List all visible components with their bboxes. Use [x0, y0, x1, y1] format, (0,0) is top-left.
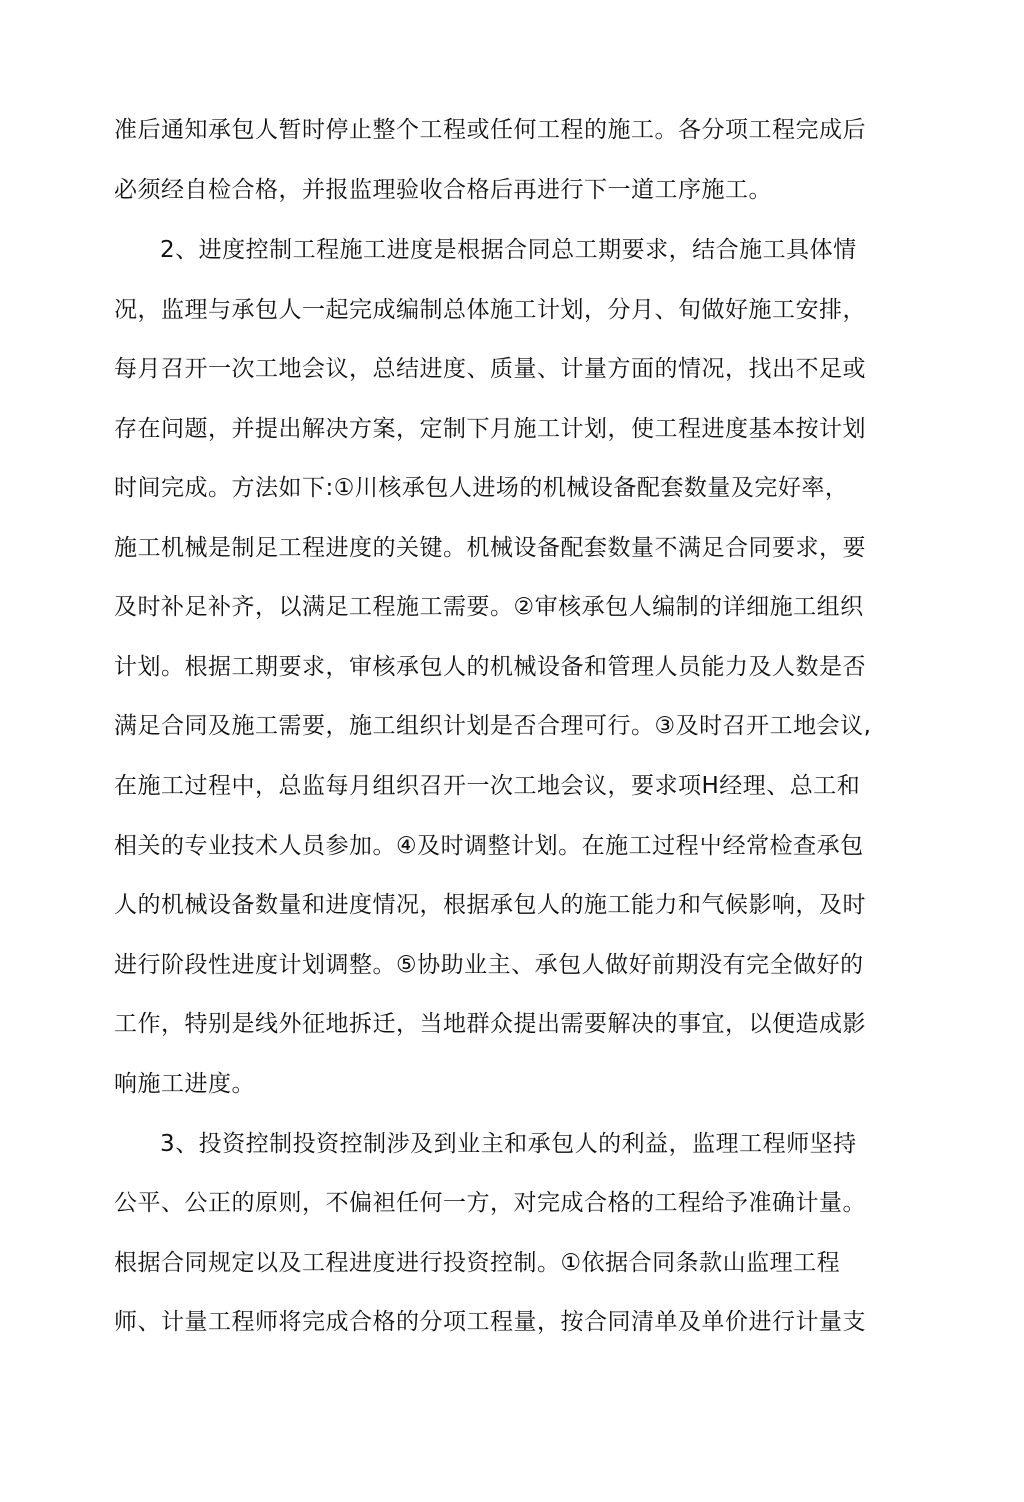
text-line-5: 每月召开一次工地会议，总结进度、质量、计量方面的情况，找出不足或 [114, 356, 866, 382]
text-line-17: 响施工进度。 [114, 1071, 255, 1097]
text-line-1: 准后通知承包人暂时停止整个工程或任何工程的施工。各分项工程完成后 [114, 117, 866, 143]
text-line-21: 师、计量工程师将完成合格的分项工程量，按合同清单及单价进行计量支 [114, 1309, 866, 1335]
text-line-4: 况，监理与承包人一起完成编制总体施工计划，分月、旬做好施工安排， [114, 297, 866, 323]
text-line-16: 工作，特别是线外征地拆迁，当地群众提出需要解决的事宜，以便造成影 [114, 1011, 866, 1037]
text-line-7: 时间完成。方法如下:①川核承包人进场的机械设备配套数量及完好率， [114, 475, 849, 501]
text-line-20: 根据合同规定以及工程进度进行投资控制。①依据合同条款山监理工程 [114, 1250, 841, 1276]
text-line-15: 进行阶段性进度计划调整。⑤协助业主、承包人做好前期没有完全做好的 [114, 952, 864, 978]
text-line-13: 相关的专业技术人员参加。④及时调整计划。在施工过程屮经常检查承包 [114, 833, 864, 859]
text-line-8: 施工机械是制足工程进度的关键。机械设备配套数量不满足合同要求，要 [114, 535, 866, 561]
text-line-9: 及时补足补齐，以满足工程施工需要。②审核承包人编制的详细施工组织 [114, 594, 864, 620]
text-line-12: 在施工过程中，总监每月组织召开一次工地会议，要求项H经理、总工和 [114, 773, 861, 799]
text-line-11: 满足合同及施工需要，施工组织计划是否合理可行。③及时召开工地会议, [114, 713, 872, 739]
text-line-6: 存在问题，并提出解决方案，定制下月施工计划，使工程进度基本按计划 [114, 416, 866, 442]
text-line-3: 2、进度控制工程施工进度是根据合同总工期要求，结合施工具体情 [160, 237, 857, 263]
text-line-2: 必须经自检合格，并报监理验收合格后再进行下一道工序施工。 [114, 177, 772, 203]
text-line-10: 计划。根据工期要求，审核承包人的机械设备和管理人员能力及人数是否 [114, 654, 866, 680]
text-line-18: 3、投资控制投资控制涉及到业主和承包人的利益，监理工程师坚持 [160, 1131, 857, 1157]
text-line-14: 人的机械设备数量和进度情况，根据承包人的施工能力和气候影响，及时 [114, 892, 866, 918]
text-line-19: 公平、公正的原则，不偏袒任何一方，对完成合格的工程给予准确计量。 [114, 1190, 866, 1216]
